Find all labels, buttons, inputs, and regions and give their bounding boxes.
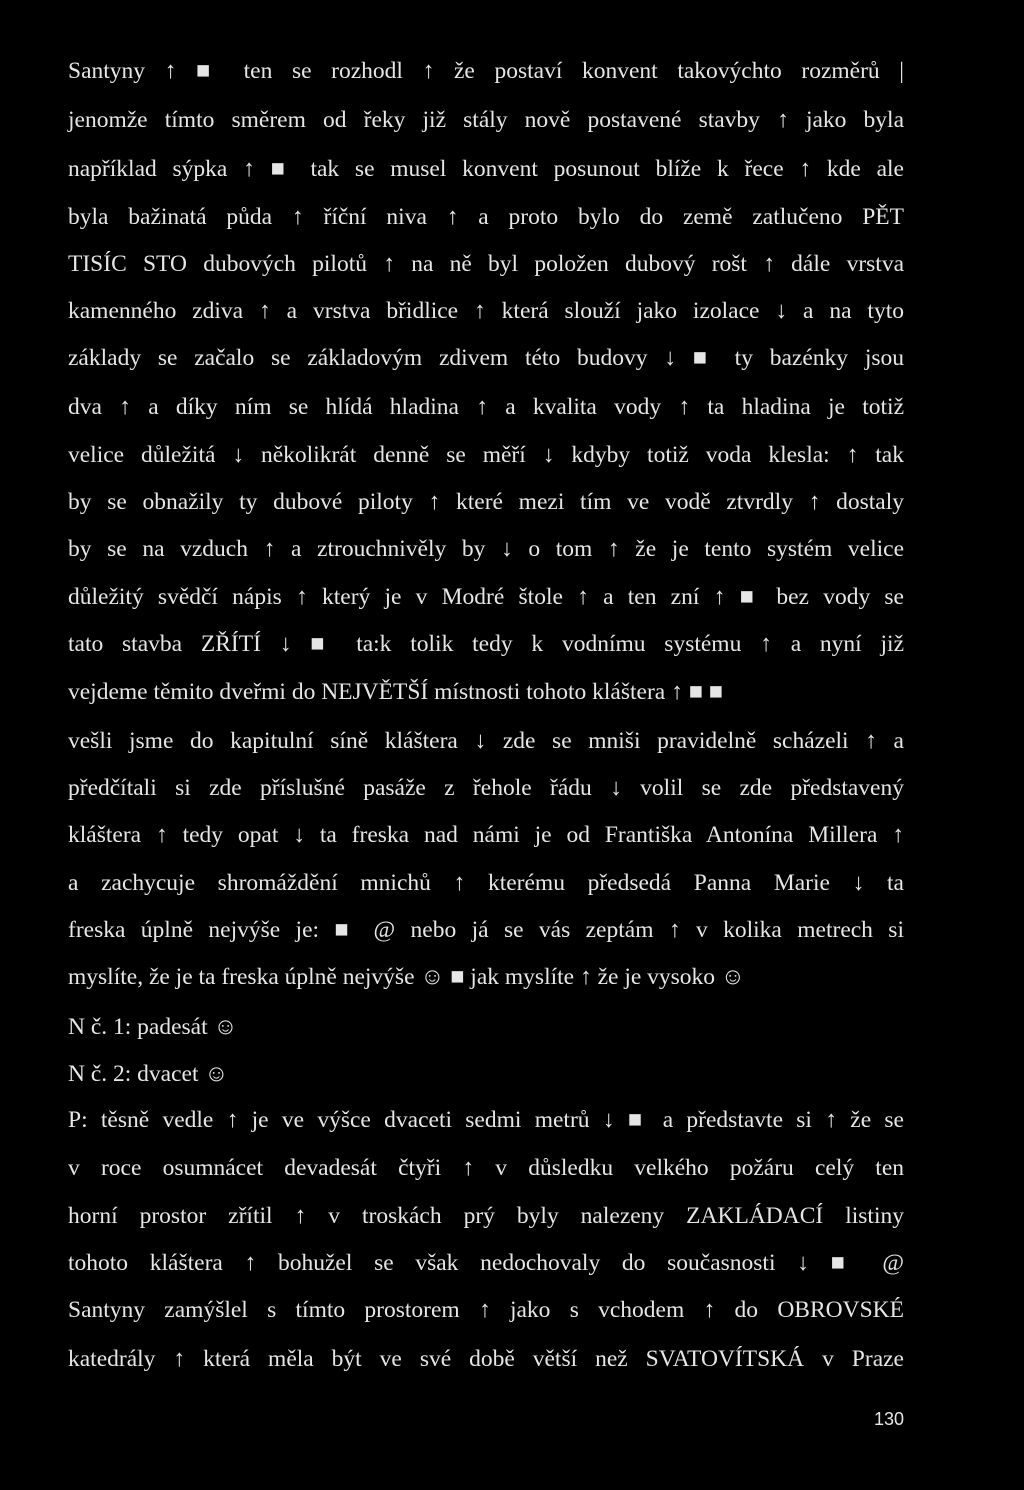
transcript-line: vejdeme těmito dveřmi do NEJVĚTŠÍ místnosti tohoto kláštera ↑ ■ ■ (68, 679, 723, 705)
transcript-line: freska úplně nejvýše je: ■ @ nebo já se vás zeptám ↑ v kolika metrech si (68, 917, 904, 943)
transcript-line: základy se začalo se základovým zdivem této budovy ↓ ■ ty bazénky jsou (68, 345, 904, 371)
transcript-line: myslíte, že je ta freska úplně nejvýše ☺ ■ jak myslíte ↑ že je vysoko ☺ (68, 964, 745, 990)
transcript-line: N č. 2: dvacet ☺ (68, 1061, 229, 1087)
transcript-line: v roce osumnácet devadesát čtyři ↑ v důsledku velkého požáru celý ten (68, 1155, 904, 1181)
transcript-line: kláštera ↑ tedy opat ↓ ta freska nad námi je od Františka Antonína Millera ↑ (68, 822, 904, 848)
transcript-line: Santyny ↑ ■ ten se rozhodl ↑ že postaví konvent takovýchto rozměrů | (68, 58, 904, 84)
transcript-line: tohoto kláštera ↑ bohužel se však nedochovaly do současnosti ↓ ■ @ (68, 1250, 904, 1276)
transcript-line: by se obnažily ty dubové piloty ↑ které mezi tím ve vodě ztvrdly ↑ dostaly (68, 489, 904, 515)
transcript-line: a zachycuje shromáždění mnichů ↑ kterému předsedá Panna Marie ↓ ta (68, 870, 904, 896)
transcript-line: by se na vzduch ↑ a ztrouchnivěly by ↓ o tom ↑ že je tento systém velice (68, 536, 904, 562)
transcript-line: P: těsně vedle ↑ je ve výšce dvaceti sedmi metrů ↓ ■ a představte si ↑ že se (68, 1107, 904, 1133)
transcript-line: kamenného zdiva ↑ a vrstva břidlice ↑ která slouží jako izolace ↓ a na tyto (68, 298, 904, 324)
transcript-line: důležitý svědčí nápis ↑ který je v Modré štole ↑ a ten zní ↑ ■ bez vody se (68, 584, 904, 610)
transcript-line: Santyny zamýšlel s tímto prostorem ↑ jako s vchodem ↑ do OBROVSKÉ (68, 1297, 904, 1323)
transcript-line: katedrály ↑ která měla být ve své době větší než SVATOVÍTSKÁ v Praze (68, 1346, 904, 1372)
transcript-line: předčítali si zde příslušné pasáže z řehole řádu ↓ volil se zde představený (68, 775, 904, 801)
transcript-line: vešli jsme do kapitulní síně kláštera ↓ zde se mniši pravidelně scházeli ↑ a (68, 728, 904, 754)
transcript-line: tato stavba ZŘÍTÍ ↓ ■ ta:k tolik tedy k vodnímu systému ↑ a nyní již (68, 631, 904, 657)
transcript-line: N č. 1: padesát ☺ (68, 1014, 238, 1040)
transcript-line: horní prostor zřítil ↑ v troskách prý byly nalezeny ZAKLÁDACÍ listiny (68, 1203, 904, 1229)
transcript-line: velice důležitá ↓ několikrát denně se měří ↓ kdyby totiž voda klesla: ↑ tak (68, 442, 904, 468)
transcript-line: dva ↑ a díky ním se hlídá hladina ↑ a kvalita vody ↑ ta hladina je totiž (68, 394, 904, 420)
page-number: 130 (873, 1409, 904, 1429)
transcript-line: byla bažinatá půda ↑ říční niva ↑ a proto bylo do země zatlučeno PĚT (68, 204, 904, 230)
transcript-line: například sýpka ↑ ■ tak se musel konvent posunout blíže k řece ↑ kde ale (68, 156, 904, 182)
transcript-line: jenomže tímto směrem od řeky již stály nově postavené stavby ↑ jako byla (68, 107, 904, 133)
transcript-line: TISÍC STO dubových pilotů ↑ na ně byl položen dubový rošt ↑ dále vrstva (68, 251, 904, 277)
